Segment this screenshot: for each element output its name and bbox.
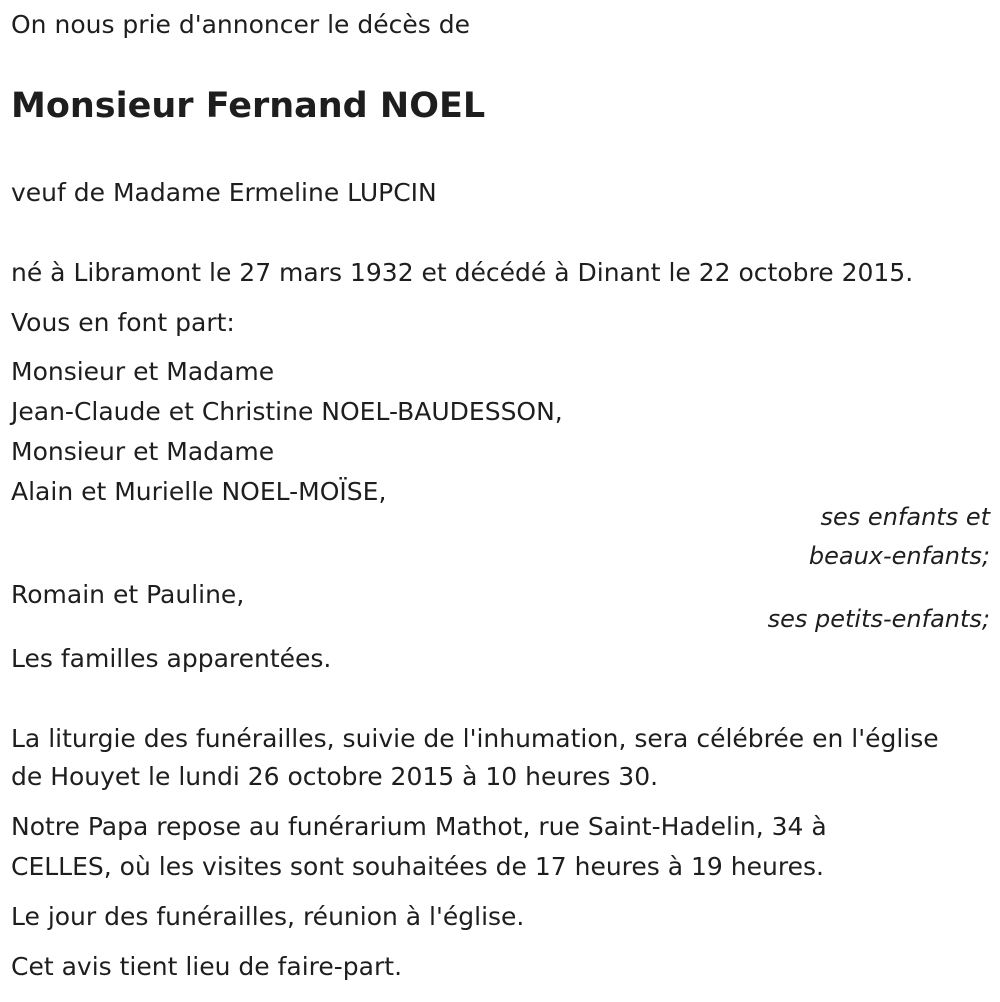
family-line-1: Monsieur et Madame bbox=[11, 357, 275, 386]
family-line-2: Jean-Claude et Christine NOEL-BAUDESSON, bbox=[11, 397, 563, 426]
birth-death-text: né à Libramont le 27 mars 1932 et décédé à Dinant le 22 octobre 2015. bbox=[11, 258, 914, 287]
children-role-line-2: beaux-enfants; bbox=[808, 542, 990, 570]
rest-line-2: CELLES, où les visites sont souhaitées de 17 heures à 19 heures. bbox=[11, 852, 824, 881]
family-line-4: Alain et Murielle NOEL-MOÏSE, bbox=[11, 477, 387, 506]
deceased-name: Monsieur Fernand NOEL bbox=[11, 86, 486, 126]
family-line-3: Monsieur et Madame bbox=[11, 437, 275, 466]
grandchildren-text: Romain et Pauline, bbox=[11, 580, 245, 609]
meeting-text: Le jour des funérailles, réunion à l'église. bbox=[11, 902, 525, 931]
relatives-text: Les familles apparentées. bbox=[11, 644, 332, 673]
intro-text: On nous prie d'annoncer le décès de bbox=[11, 10, 470, 39]
liturgy-line-2: de Houyet le lundi 26 octobre 2015 à 10 heures 30. bbox=[11, 762, 659, 791]
liturgy-line-1: La liturgie des funérailles, suivie de l'inhumation, sera célébrée en l'église bbox=[11, 724, 939, 753]
rest-line-1: Notre Papa repose au funérarium Mathot, rue Saint-Hadelin, 34 à bbox=[11, 812, 827, 841]
notice-text: Cet avis tient lieu de faire-part. bbox=[11, 952, 403, 981]
grandchildren-role: ses petits-enfants; bbox=[767, 605, 990, 633]
widower-text: veuf de Madame Ermeline LUPCIN bbox=[11, 178, 437, 207]
share-intro-text: Vous en font part: bbox=[11, 308, 235, 337]
children-role-line-1: ses enfants et bbox=[820, 503, 990, 531]
